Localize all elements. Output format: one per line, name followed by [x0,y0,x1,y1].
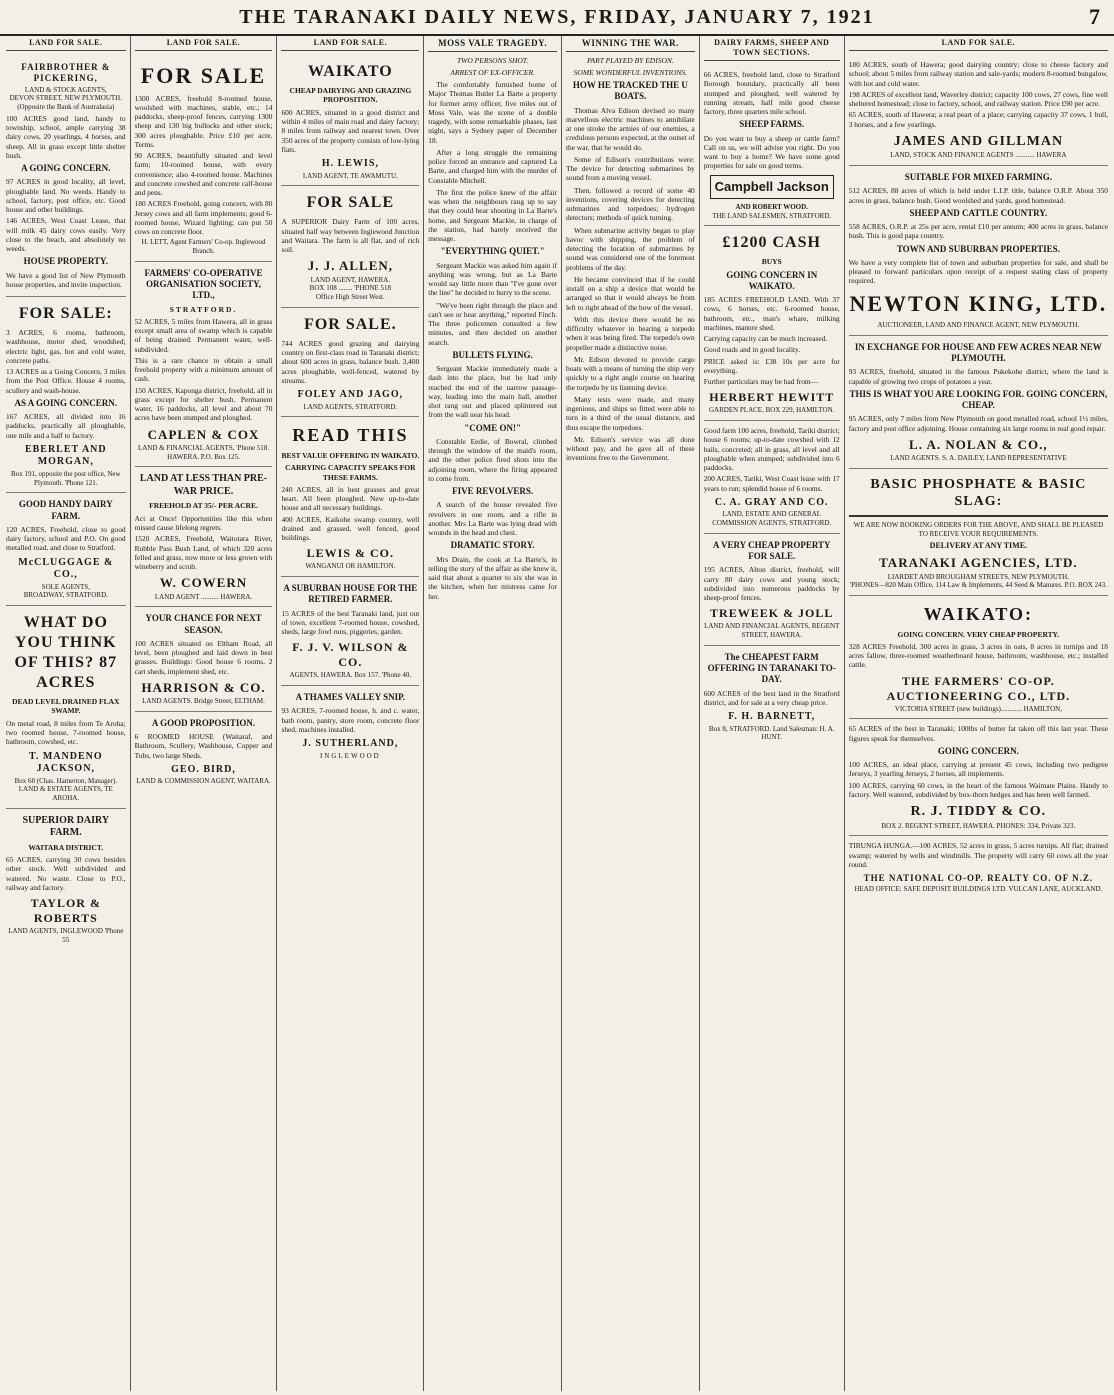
firm-note: (Opposite the Bank of Australasia) [17,103,115,111]
advert [6,493,126,606]
agent-address: BOX 108 ........ 'PHONE 518 [309,284,392,293]
agent-address: LAND AGENTS, INGLEWOOD 'Phone 55 [8,927,124,944]
story-subheading: BULLETS FLYING. [452,349,533,360]
advert-subheading: GOING CONCERN. VERY CHEAP PROPERTY. [897,629,1060,639]
advert [6,55,126,297]
column-header: LAND FOR SALE. [849,38,1108,51]
advert-text: 97 ACRES in good locality, all level, ploughable land. No weeds. Handy to school, factory, post office, etc. Good house and other buildings. [6,177,126,214]
advert-text: 65 ACRES, south of Hawera; a real peart of a place; carrying capacity 37 cows, 1 bull, 3 horses, and a few yearlings. [848,110,1108,129]
advert-text: This is a rare chance to obtain a small freehold property with a minimum amount of cash. [134,355,273,384]
advert-text: 185 ACRES FREEHOLD LAND. With 37 cows, 6 horses, etc. 6-roomed house, bathroom, etc., man's whare, milking machines, manure shed. [703,295,840,332]
advert-subheading: FREEHOLD AT 35/- PER ACRE. [149,501,258,511]
advert-text: 93 ACRES, 7-roomed house, h. and c. water, bath room, pantry, store room, concrete floor shed, machines installed. [281,706,420,734]
advert-headline: A GOOD PROPOSITION. [151,717,256,728]
advert [135,262,273,468]
advert-subheading: CHEAP DAIRYING AND GRAZING PROPOSITION. [289,86,412,105]
story-paragraph: When submarine activity began to play havoc with shipping, the problem of detecting the location of submarines by sound was considered one of the foremost problems of the day. [566,225,695,272]
story-subtitle: ARREST OF EX-OFFICER. [450,67,535,77]
advert-subheading: CARRYING CAPACITY SPEAKS FOR THESE FARMS. [285,463,416,482]
story-paragraph: After a long struggle the remaining police forced an entrance and captured La Barte, and charged him with the murder of Constable Mitchell. [428,147,557,185]
story-paragraph: Mrs Drain, the cook at La Barte's, in telling the story of the affair as she knew it, said that about a quarter to six she was in the kitchen, when her mistress came for her. [428,554,557,601]
advert [281,577,419,686]
advert-text: 558 ACRES, O.R.P. at 25s per acre, rental £10 per annum; 400 acres in grass, balance bush. This is good papa country. [848,222,1108,241]
story-paragraph: Sergeant Mackie was asked him again if anything was wrong, but as La Barte would say little more than "I've gone over the line" he decided to hurry to the scene. [428,260,557,298]
agent-name: TREWEEK & JOLL [710,606,834,621]
advert-headline: A SUBURBAN HOUSE FOR THE RETIRED FARMER. [283,583,418,605]
story-paragraph: The first the police knew of the affair was when the neighbours rang up to say that they could hear shooting in La Barte's home, and Sergeant Mackie, in charge of the station, had barely received the message. [428,187,557,243]
advert-text: 744 ACRES good grazing and dairying country on first-class road in Taranaki district; about 600 acres in grass, balance bush. 3,400 acres ploughable, well-fenced, watered by streams. [281,338,420,385]
agent-name: FOLEY AND JAGO, [297,389,404,400]
advert-text: 13 ACRES as a Going Concern, 3 miles from the Post Office. House 4 rooms, scullery and wash-house. [6,367,126,395]
firm-name: FAIRBROTHER & PICKERING, [21,62,111,84]
advert-text: 167 ACRES, all divided into 16 paddocks, practically all ploughable, one mile and a half to factory. [6,412,126,440]
story-paragraph: Mr. Edison devoted to provide cargo boats with a means of turning the ship very quickly to a right angle course on hearing the torpedo by its listening device. [566,354,695,392]
advert [704,65,840,226]
advert-text: 100 ACRES, carrying 60 cows, in the heart of the famous Waimate Plains. Handy to factory. Well watered, subdivided by box-thorn hedges and has been well farmed. [848,780,1108,799]
column-header: DAIRY FARMS, SHEEP AND TOWN SECTIONS. [704,38,840,61]
advert-text: 52 ACRES, 5 miles from Hawera, all in grass except small area of swamp which is capable of being drained. Permanent water, well-subdivided. [134,316,273,354]
section-heading: SHEEP AND CATTLE COUNTRY. [909,207,1048,218]
advert-text: 400 ACRES, Kaikohe swamp country, well drained and grassed, well fenced, good buildings. [281,514,420,543]
newspaper-page [2,36,1112,1391]
agent-address: BOX 2. REGENT STREET, HAWERA. PHONES: 334, Private 323. [881,821,1076,830]
advert [704,421,840,534]
advert [281,55,419,186]
advert [849,336,1108,469]
advert [849,719,1108,836]
advert-headline: LAND AT LESS THAN PRE-WAR PRICE. [139,473,268,497]
story-paragraph: The comfortably furnished home of Major Thomas Butler La Barte a property for former army officer, five miles out of Moss Vale, was the scene of a double tragedy, with some remarkable phases, last night, says a Sydney paper of December 18. [428,80,557,145]
advert-text: 200 ACRES, Tariki, West Coast lease with 17 years to run; splendid house of 6 rooms. [703,474,840,493]
agent-name: HARRISON & CO. [141,679,266,695]
advert [849,55,1108,166]
advert-subheading: GOING CONCERN IN WAIKATO. [726,269,818,291]
agent-address: WANGANUI OR HAMILTON. [305,562,396,571]
story-paragraph: Then, followed a record of some 40 inventions, covering devices for detecting submarines and torpedoes; hydrogen detectors; methods of quick turning. [566,185,695,223]
firm-subtitle: AND ROBERT WOOD. [735,202,808,211]
advert-text: We have a good list of New Plymouth house properties, and invite inspection. [6,270,126,289]
advert-text: 240 ACRES, all in best grasses and great heart. All been ploughed. New up-to-date house and all necessary buildings. [281,484,420,513]
advert [704,534,840,646]
agent-name: C. A. GRAY AND CO. [714,496,829,508]
advert-headline: WAIKATO [308,63,393,80]
page-number: 7 [1089,4,1100,29]
advert-text: Do you want to buy a sheep or cattle farm? Call on us, we will advise you right. Do you want to buy a home? We have some good properties for sale on good terms. [703,133,840,171]
column-header: LAND FOR SALE. [6,38,126,51]
advert [704,646,840,747]
agent-name: J. J. ALLEN, [307,258,394,274]
advert-headline: IN EXCHANGE FOR HOUSE AND FEW ACRES NEAR NEW PLYMOUTH. [854,341,1102,363]
advert-text: Further particulars may be had from— [703,377,819,387]
agent-address: AGENTS, HAWERA. Box 157. 'Phone 40. [289,671,412,680]
advert-headline: A THAMES VALLEY SNIP. [295,692,406,703]
agent-address: LAND & COMMISSION AGENT, WAITARA. [136,777,271,786]
agent-name: McCLUGGAGE & CO., [18,556,114,580]
story-paragraph: Mr. Edison's service was all done without pay, and he gave all of these inventions free to the Government. [566,434,695,463]
story-paragraph: With this device there would be no difficulty whatever in hearing a torpedo when it was being fired. The torpedo's own propeller made a distinctive noise. [566,314,695,352]
advert-text: 15 ACRES of the best Taranaki land, just out of town, excellent 7-roomed house, cowshed, sheds, large fowl runs, piggeries, garden. [281,608,420,637]
advert-headline: YOUR CHANCE FOR NEXT SEASON. [145,613,262,635]
advert-text: 100 ACRES, an ideal place, carrying at present 45 cows, including two pedigree Jerseys, 3 yearling Jerseys, 2 horses, all implements. [848,760,1108,779]
advert-text: 93 ACRES, freehold, situated in the famous Pukekohe district, where the land is capable of growing two crops of potatoes a year. [848,367,1108,386]
advert [849,166,1108,336]
agent-address: LAND AGENTS, STRATFORD. [303,402,398,411]
agent-address: BROADWAY, STRATFORD. [23,591,108,600]
firm-subtitle: LAND & STOCK AGENTS, [24,85,107,94]
advert-headline: GOOD HANDY DAIRY FARM. [18,499,113,521]
agent-address: GARDEN PLACE, BOX 229, HAMILTON. [709,406,835,415]
divider [849,515,1108,517]
advert-text: 600 ACRES, situated in a good district and within 4 miles of main road and dairy factory; 8 miles from railway and nearest town. Over 350 acres of the property consists of low-lying flats. [281,107,420,154]
advert-headline: FOR SALE. [304,315,397,333]
advert [849,596,1108,719]
advert-text: 195 ACRES, Alton district, freehold, will carry 80 dairy cows and young stock; subdivided into numerous paddocks by sheep-proof fences. [703,565,840,603]
firm-name: NEWTON KING, LTD. [849,290,1108,316]
advert-text: We have a very complete list of town and suburban properties for sale, and shall be pleased to forward particulars upon receipt of a request stating class of property required. [848,257,1108,286]
column-7 [845,36,1112,1391]
agent-name: JAMES AND GILLMAN [893,133,1064,149]
advert-headline: A VERY CHEAP PROPERTY FOR SALE. [712,539,831,562]
agent-address: LAND AGENT .......... HAWERA. [154,592,253,601]
advert-text: 180 ACRES Freehold, going concern, with 80 Jersey cows and all farm implements; good 6-roomed house, Wizard lighting; can put 50 cows on concrete floor. [134,199,273,236]
story-paragraph: Sergeant Mackie immediately made a dash into the place, but he had only reached the end of the narrow passage-way, leading into the main hall, another shot rang out and placed splintered out from the wall near his head. [428,364,557,420]
column-6 [700,36,845,1391]
advert-text: 328 ACRES Freehold, 300 acres in grass, 3 acres in oats, 8 acres in turnips and 18 acres fallow, three-roomed weatherboard house, bathroom, washhouse, etc.; installed cattle. [848,641,1108,670]
advert-text: Carrying capacity can be much increased. [703,334,828,344]
advert-text: Act at Once! Opportunities like this when missed cause lifelong regrets. [134,513,273,532]
story-paragraph: A search of the house revealed five revolvers in one room, and a rifle in another. Mrs La Barte was lying dead with wounds in the head and chest. [428,500,557,537]
agent-address: LAND AND FINANCIAL AGENTS, REGENT STREET, HAWERA. [704,622,840,640]
agent-name: R. J. TIDDY & CO. [910,804,1047,820]
agent-subtitle: SOLE AGENTS, [41,582,90,591]
column-4-news [424,36,562,1391]
column-1 [2,36,131,1391]
advert-text: 1520 ACRES, Freehold, Waitotara River, Rubble Pass Bush Land, of which 320 acres felled and grass, now more or less grown with wineberry and scrub. [134,534,273,571]
advert-subheading: BUYS [761,257,782,267]
column-2 [131,36,278,1391]
story-paragraph: Constable Eedie, of Bowral, climbed through the window of the maid's room, and the other police fired shots into the adjoining room, where the firing appeared to come from. [428,436,557,483]
advert-headline: WHAT DO YOU THINK OF THIS? 87 ACRES [14,614,118,691]
advert [281,308,419,418]
agent-subtitle: LAND AGENT, HAWERA. [310,275,391,284]
advert-text: 198 ACRES of excellent land, Waverley district; capacity 100 cows, 27 cows, fine well sheltered homestead; close to factory, school, and railway station. Price £90 per acre. [848,89,1108,108]
advert [281,186,419,308]
advert-headline: FOR SALE [306,194,395,212]
story-subheading: HOW HE TRACKED THE U BOATS. [572,80,688,102]
advert-text: 1300 ACRES, freehold 8-roomed house, woolshed with machines, stable, etc.; 14 paddocks, sheep-proof fences, carrying 1300 sheep and 130 big bullocks and other stock; 300 acres ploughable. Price £10 per acre. Terms. [134,93,273,149]
advert-headline: BASIC PHOSPHATE & BASIC SLAG: [870,476,1087,510]
agent-name: J. SUTHERLAND, [302,738,399,750]
advert-text: 512 ACRES, 88 acres of which is held under L.I.P. title, balance O.R.P. About 350 acres in grass, balance bush. Good woolshed and yards, good homestead. [848,186,1108,205]
advert-subheading: DELIVERY AT ANY TIME. [929,541,1028,551]
agent-name: F. H. BARNETT, [728,711,816,723]
advert-text: PRICE asked is: £38 10s per acre for everything. [703,356,840,375]
agent-address: LAND & FINANCIAL AGENTS, 'Phone 518. HAWERA. P.O. Box 125. [137,443,270,461]
story-subtitle: TWO PERSONS SHOT. [456,56,529,66]
advert-text: 100 ACRES good land, handy to township, school, ample carrying 38 dairy cows, 20 yearlings, 4 horses, and sheep. All in grass except little shelter bush. [6,113,126,160]
agent-name: F. J. V. WILSON & CO. [292,640,409,670]
agent-address: Box 68 (Chas. Hamerton, Manager). LAND & ESTATE AGENTS, TE AROHA. [14,776,118,802]
advert-text: 65 ACRES of the best in Taranaki; 100lbs of butter fat taken off this last year. These figures speak for themselves. [848,724,1108,743]
firm-name: Campbell Jackson [710,175,834,199]
column-5-news [562,36,700,1391]
agent-name: H. LEWIS, [321,158,379,169]
story-paragraph: He became convinced that if he could install on a ship a device that would be arranged so that it would always be from left to right ahead of the bow of the vessel. [566,274,695,312]
agent-office: Office High Street West. [315,293,385,301]
agent-address: LAND, STOCK AND FINANCE AGENTS ........... HAWERA [890,151,1067,160]
advert [135,712,273,791]
advert-text: WE ARE NOW BOOKING ORDERS FOR THE ABOVE, AND SHALL BE PLEASED TO RECEIVE YOUR REQUIREMENTS. [853,520,1104,538]
advert-text: 90 ACRES, beautifully situated and level farm; 10-roomed house, with every convenience; also 4-roomed house. Machines and concrete cowshed and concrete calf-house and pens. [134,151,273,197]
agent-name: CAPLEN & COX [147,426,260,442]
advert [281,686,419,765]
agent-address: Box 8, STRATFORD. Land Salesman: H. A. HUNT. [708,724,835,742]
story-paragraph: Some of Edison's contributions were: The device for detecting submarines by sound from a moving vessel. [566,154,695,183]
story-title: WINNING THE WAR. [566,38,695,52]
advert [135,467,273,607]
story-subtitle: PART PLAYED BY EDISON. [586,56,674,66]
advert-text: 146 ACRES, West Coast Lease, that will milk 45 dairy cows easily. Very close to the beach, and absolutely no weeds. [6,216,126,253]
story-title: MOSS VALE TRAGEDY. [428,38,557,52]
agent-address: LIARDET AND BROUGHAM STREETS, NEW PLYMOUTH. [887,572,1069,581]
agent-name: LEWIS & CO. [306,546,395,561]
advert-text: A SUPERIOR Dairy Farm of 100 acres, situated half way between Inglewood Junction and Waitara. The farm is all flat, and of rich soil. [281,217,420,254]
section-heading: A GOING CONCERN. [21,163,111,173]
advert-headline: THIS IS WHAT YOU ARE LOOKING FOR. GOING CONCERN, CHEAP. [849,388,1108,410]
advert [6,606,126,809]
story-subheading: "EVERYTHING QUIET." [440,246,545,257]
agent-name: HERBERT HEWITT [709,390,835,405]
advert-text: 95 ACRES, only 7 miles from New Plymouth on good metalled road, school 1½ miles, factory and post office adjoining. House containing six large rooms in real good repair. [848,414,1108,433]
advert-headline: SUPERIOR DAIRY FARM. [22,814,110,839]
advert-text: 66 ACRES, freehold land, close to Stratford Borough boundary, practically all been stumped and ploughed, well watered by running stream, half mile good cheese factory, three quarters mile school. [703,70,840,116]
story-paragraph: "We've been right through the place and can't see or hear anything," reported Finch. The three policemen consulted a few minutes, and then decided on another search. [428,300,557,347]
advert-text: Good roads and in good locality. [703,345,801,355]
advert-text: TIRUNGA HUNGA.—100 ACRES, 52 acres in grass, 5 acres turnips. All flat; drained swamp; watered by wells and windmills. The property will carry 60 cows all the year round. [848,841,1108,869]
advert-headline: WAIKATO: [923,604,1034,624]
advert-text: 3 ACRES, 6 rooms, bathroom, washhouse, motor shed, woodshed; electric light, gas, hot and cold water, concrete paths. [6,328,126,365]
section-heading: HOUSE PROPERTY. [23,256,108,267]
advert-headline: FARMERS' CO-OPERATIVE ORGANISATION SOCIETY, LTD., [144,267,263,301]
agent-name: W. COWERN [159,575,248,591]
advert-text: 65 ACRES, carrying 30 cows besides other stock. Well subdivided and watered. No waste. Close to P.O., railway and factory. [6,855,126,892]
agent-address: LAND AGENTS. S. A. DAILEY, LAND REPRESENTATIVE [890,454,1067,462]
story-subheading: "COME ON!" [464,422,522,433]
advert-text: On metal road, 8 miles from Te Aroha; two roomed house, 7-roomed house, bathroom, cowshed, etc. [6,718,126,747]
agent-name: THE FARMERS' CO-OP. AUCTIONEERING CO., LTD. [886,673,1071,703]
masthead [0,0,1114,36]
agent-name: TARANAKI AGENCIES, LTD. [879,555,1078,571]
story-subheading: FIVE REVOLVERS. [452,486,534,496]
advert-subheading: DEAD LEVEL DRAINED FLAX SWAMP. [12,697,120,716]
agent-address: VICTORIA STREET (new buildings)............ HAMILTON, [894,704,1062,713]
story-paragraph: Many tests were made, and many ingenious, and ships so fitted were able to turn in a third of the usual distance, and thus escape the torpedoes. [566,394,695,432]
newspaper-title: THE TARANAKI DAILY NEWS, FRIDAY, JANUARY 7, 1921 [239,6,875,28]
advert-text: 180 ACRES, south of Hawera; good dairying country; close to cheese factory and school; about 5 miles from railway station and sale-yards; modern 8-roomed bungalow, with hot and cold water. [848,60,1108,88]
story-paragraph: Thomas Alva Edison devised so many marvellous electric machines to annihilate at one stroke the armies of our enemies, a credulous persons expected, at the outset of the war, that he would do. [566,105,695,152]
agent-address: LAND AGENT, TE AWAMUTU. [302,171,398,180]
advert-text: 120 ACRES, Freehold, close to good dairy factory, school and P.O. On good metalled road, and close to Stratford. [6,524,126,553]
advert-headline: FOR SALE: [18,305,113,322]
agent-address: LAND, ESTATE AND GENERAL COMMISSION AGENTS, STRATFORD. [712,510,832,528]
section-heading: GOING CONCERN. [937,745,1019,756]
story-subheading: DRAMATIC STORY. [450,540,535,551]
advert-subheading: WAITARA DISTRICT. [28,842,104,852]
agent-name: TAYLOR & ROBERTS [30,896,101,926]
agent-name: T. MANDENO JACKSON, [28,750,103,774]
advert-text: Good farm 100 acres, freehold, Tariki district; house 6 rooms; up-to-date cowshed with 12 bails, concreted; all in grass, all level and all ploughable when stumped; subdivided into 6 paddocks. [703,426,840,473]
agent-name: GEO. BIRD, [171,763,236,775]
agent-address: HEAD OFFICE: SAFE DEPOSIT BUILDINGS LTD. VULCAN LANE, AUCKLAND. [854,885,1103,894]
section-heading: AS A GOING CONCERN. [14,397,118,408]
advert-headline: FOR SALE [140,63,267,88]
advert-text: 6 ROOMED HOUSE (Waitaraf, and Bathroom, Scullery, Washhouse, Copper and Tubs, two large Sheds. [134,732,273,760]
advert-text: 150 ACRES, Kaponga district, freehold, all in grass except for shelter bush. Permanent water, 16 paddocks, all level and about 70 acres have been stumped and ploughed. [134,385,273,423]
advert [849,469,1108,596]
advert [704,226,840,421]
advert [849,836,1108,899]
agent-phones: 'PHONES—820 Main Office, 114 Law & Implements, 44 Seed & Manures. P.O. BOX 243. [849,581,1107,590]
story-subtitle: SOME WONDERFUL INVENTIONS. [573,67,688,77]
firm-address: AUCTIONEER, LAND AND FINANCE AGENT, NEW PLYMOUTH. [877,321,1080,329]
column-3 [277,36,424,1391]
section-heading: TOWN AND SUBURBAN PROPERTIES. [896,243,1060,254]
advert-headline: £1200 CASH [722,234,821,252]
advert-text: 600 ACRES of the best land in the Stratford district, and for sale at a very cheap price. [703,688,840,707]
advert-location: STRATFORD. [169,304,238,314]
section-heading: SHEEP FARMS. [739,119,805,130]
advert [135,55,273,262]
agent-name: THE NATIONAL CO-OP. REALTY CO. OF N.Z. [863,873,1094,884]
advert-headline: READ THIS [292,425,409,446]
agent-address: Box 191, opposite the post office, New Plymouth. 'Phone 121. [11,469,121,487]
advert [281,417,419,577]
agent-name: EBERLET AND MORGAN, [24,443,107,468]
advert-headline: The CHEAPEST FARM OFFERING IN TARANAKI TO-DAY. [707,651,836,685]
column-header: LAND FOR SALE. [135,38,273,51]
firm-address: THE LAND SALESMEN, STRATFORD. [712,211,832,220]
agent-address: INGLEWOOD [319,751,381,760]
advert [6,809,126,950]
agent-address: LAND AGENTS. Bridge Street, ELTHAM. [142,697,265,705]
firm-address: DEVON STREET, NEW PLYMOUTH. [9,94,122,103]
agent-name: H. LETT, Agent Farmers' Co-op. Inglewood Branch. [141,238,266,255]
agent-name: L. A. NOLAN & CO., [909,436,1048,452]
advert [135,607,273,712]
column-header: LAND FOR SALE. [281,38,419,51]
advert-text: 100 ACRES situated on Eltham Road, all level, been ploughed and laid down in best grasses. Buildings: Good house 6 rooms, 2 cart sheds, implement shed, etc. [134,638,273,676]
advert [6,297,126,493]
advert-subheading: BEST VALUE OFFERING IN WAIKATO. [281,450,420,460]
advert-headline: SUITABLE FOR MIXED FARMING. [904,172,1052,182]
